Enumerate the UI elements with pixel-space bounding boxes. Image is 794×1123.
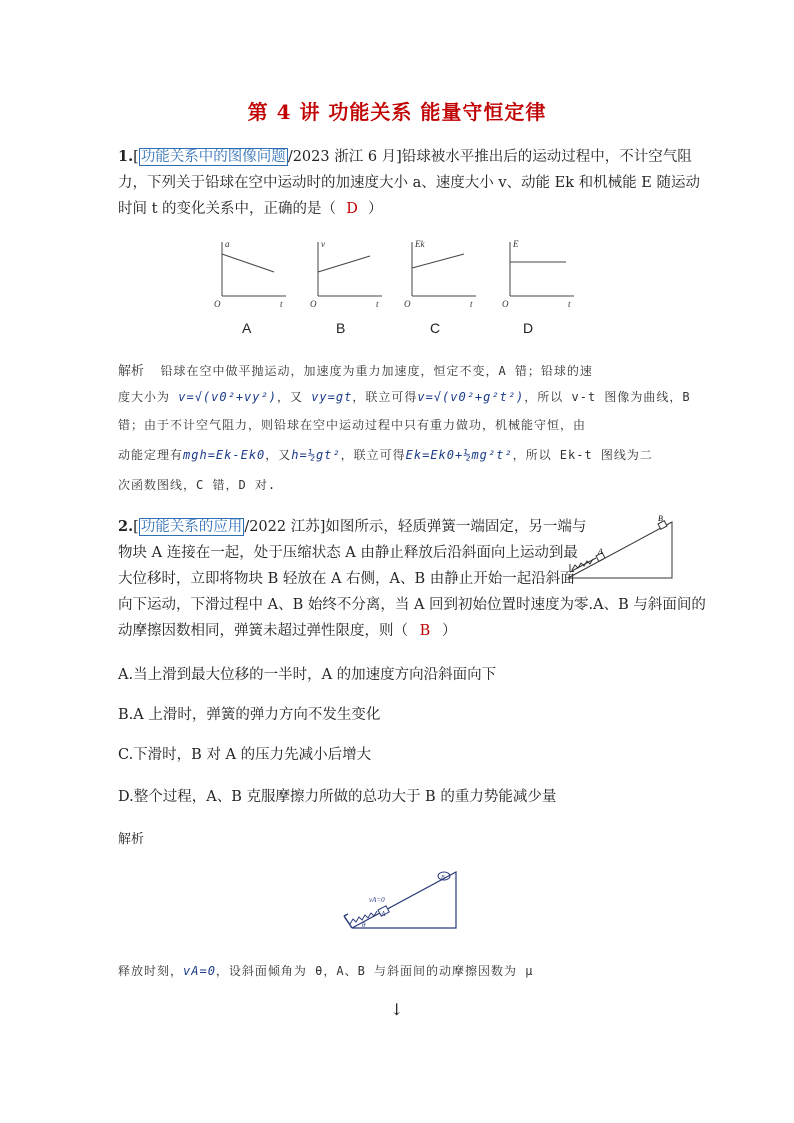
q2-sol-label-theta: θ <box>362 921 366 929</box>
q1-source: /2023 浙江 6 月]铅球被水平推出后的运动过程中，不计空气阻 <box>287 149 692 165</box>
q1-stem-end: 时间 t 的变化关系中，正确的是（ <box>118 201 337 217</box>
q1-answer: D <box>346 201 358 217</box>
q2-label-a: A <box>598 547 603 556</box>
q2-number: 2. <box>118 518 134 535</box>
q1-line-1 <box>118 144 692 170</box>
q1-bracket-close: ） <box>368 201 383 217</box>
q2-line-3: 大位移时，立即将物块 B 轻放在 A 右侧，A、B 由静止开始一起沿斜面 <box>118 571 575 587</box>
q1-sol-formula-vy: vy=gt <box>311 390 353 404</box>
q1-solution-text-1: 铅球在空中做平抛运动，加速度为重力加速度，恒定不变，A 错；铅球的速 <box>160 364 593 378</box>
q2-incline-figure <box>566 512 676 584</box>
q1-sol-l2-pre: 度大小为 <box>118 390 171 404</box>
q2-answer: B <box>419 623 431 639</box>
q2-source: /2022 江苏]如图所示，轻质弹簧一端固定，另一端与 <box>244 519 587 535</box>
graph-a-xlabel: t <box>280 299 283 308</box>
q1-solution-line-4 <box>118 446 653 463</box>
page-title: 第 4 讲 功能关系 能量守恒定律 <box>247 100 547 124</box>
graph-d-label: D <box>523 320 534 336</box>
q2-line-1 <box>118 514 586 540</box>
q2-solution-line-1 <box>118 962 534 979</box>
q2-spring <box>572 559 593 570</box>
q2-bracket-close: ） <box>442 623 457 639</box>
q2-option-d: D.整个过程，A、B 克服摩擦力所做的总功大于 B 的重力势能减少量 <box>118 789 557 805</box>
q1-line-3 <box>118 196 383 222</box>
q2-sol-label-b: B <box>441 875 445 881</box>
graph-a-origin: O <box>214 299 221 308</box>
q1-solution-line-5: 次函数图线，C 错，D 对. <box>118 478 277 492</box>
graph-b-label: B <box>336 320 346 336</box>
down-arrow-icon: ↓ <box>390 1000 404 1019</box>
q1-sol-l2-mid: ，又 <box>276 390 303 404</box>
graph-b-ylabel: v <box>321 239 325 249</box>
q2-sol-label-a: A <box>381 910 386 918</box>
q2-tag: 功能关系的应用 <box>140 519 243 535</box>
q2-stem-end: 动摩擦因数相同，弹簧未超过弹性限度，则（ <box>118 623 408 639</box>
q1-line-2: 力，下列关于铅球在空中运动时的加速度大小 a、速度大小 v、动能 Ek 和机械能 E 随运动 <box>118 175 700 191</box>
q1-sol-formula-v: v=√(v0²+vy²) <box>178 390 277 404</box>
q2-sol-wall <box>344 914 352 928</box>
q1-sol-formula-ek: Ek=Ek0+½mg²t² <box>405 448 513 462</box>
graph-a-label: A <box>242 320 252 336</box>
graph-d-xlabel: t <box>568 299 571 308</box>
q2-option-b: B.A 上滑时，弹簧的弹力方向不发生变化 <box>118 707 381 723</box>
q2-option-a: A.当上滑到最大位移的一半时，A 的加速度方向沿斜面向下 <box>118 667 497 683</box>
graph-d-origin: O <box>502 299 509 308</box>
graph-a-curve <box>222 254 274 272</box>
q2-solution-heading: 解析 <box>118 831 145 846</box>
q1-sol-formula-mgh: mgh=Ek-Ek0 <box>183 448 266 462</box>
q1-bracket: [ <box>133 149 139 165</box>
q2-bracket: [ <box>133 519 139 535</box>
q2-incline <box>568 522 672 578</box>
q2-line-5 <box>118 618 457 644</box>
q2-option-c: C.下滑时，B 对 A 的压力先减小后增大 <box>118 747 372 763</box>
q2-sol-label-v: vA=0 <box>369 896 385 904</box>
graph-b-xlabel: t <box>376 299 379 308</box>
q1-tag: 功能关系中的图像问题 <box>140 149 286 165</box>
q2-sol-l1-pre: 释放时刻， <box>118 964 184 978</box>
q1-solution-line-1 <box>118 360 593 379</box>
q1-solution-heading: 解析 <box>118 363 145 378</box>
q2-solution-figure <box>340 866 460 934</box>
q1-sol-l4-mid2: ，联立可得 <box>340 448 406 462</box>
q1-graphs <box>210 236 590 308</box>
q1-sol-l2-post: ，所以 v-t 图像为曲线，B <box>524 390 691 404</box>
graph-b-curve <box>318 256 370 272</box>
q1-sol-formula-v2: v=√(v0²+g²t²) <box>417 390 525 404</box>
graph-c-ylabel: Ek <box>415 239 425 249</box>
q1-sol-formula-h: h=½gt² <box>291 448 341 462</box>
graph-b-origin: O <box>310 299 317 308</box>
q2-sol-l1-post: ，设斜面倾角为 θ，A、B 与斜面间的动摩擦因数为 μ <box>215 964 534 978</box>
q2-line-4: 向下运动，下滑过程中 A、B 始终不分离，当 A 回到初始位置时速度为零.A、B 与斜面间的 <box>118 597 706 613</box>
q1-sol-l2-mid2: ，联立可得 <box>352 390 418 404</box>
q1-solution-line-3: 错；由于不计空气阻力，则铅球在空中运动过程中只有重力做功，机械能守恒，由 <box>118 418 587 432</box>
graph-d-ylabel: E <box>513 239 519 249</box>
graph-c-label: C <box>430 320 441 336</box>
q1-sol-l4-pre: 动能定理有 <box>118 448 184 462</box>
graph-c-xlabel: t <box>470 299 473 308</box>
graph-c-origin: O <box>404 299 411 308</box>
q1-number: 1. <box>118 148 134 165</box>
q2-label-b: B <box>658 514 663 523</box>
q1-sol-l4-mid: ，又 <box>265 448 292 462</box>
q1-solution-line-2 <box>118 388 691 405</box>
graph-c-curve <box>412 254 464 268</box>
graph-a-ylabel: a <box>225 239 230 249</box>
q1-sol-l4-post: ，所以 Ek-t 图线为二 <box>512 448 653 462</box>
q2-line-2: 物块 A 连接在一起，处于压缩状态 A 由静止释放后沿斜面向上运动到最 <box>118 545 578 561</box>
q2-sol-formula-va: vA=0 <box>183 964 216 978</box>
